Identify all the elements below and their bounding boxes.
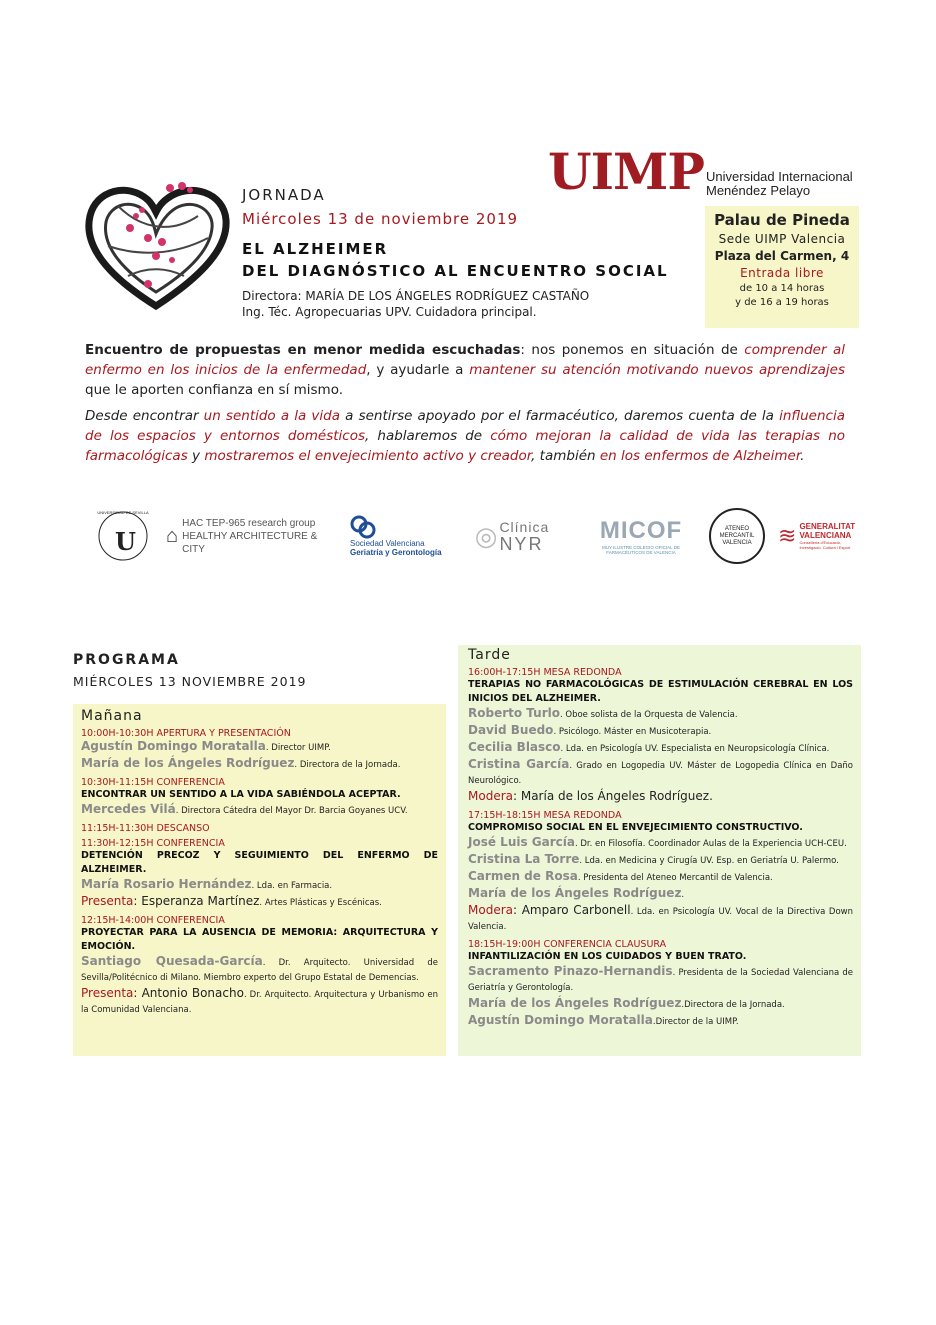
venue-box (705, 206, 859, 328)
speaker-line (81, 739, 438, 756)
intro-highlight: influencia de los espacios y entornos domésticos (85, 408, 845, 444)
speaker-name: Santiago Quesada-García (81, 954, 263, 968)
presenter-line (81, 986, 438, 1018)
sponsor-svgg (350, 510, 450, 562)
speaker-line (81, 802, 438, 819)
jornada-heart-logo (78, 176, 234, 316)
moderator-line (468, 903, 853, 935)
speaker-name: María de los Ángeles Rodríguez (81, 756, 295, 770)
speaker-role: . Presidenta de la Sociedad Valenciana de Geriatría y Gerontología. (468, 968, 853, 993)
gv-line2: VALENCIANA (799, 531, 852, 540)
speaker-line (468, 706, 853, 723)
slot-time: 10:30H-11:15H CONFERENCIA (81, 777, 225, 788)
speaker-role: . Dr. en Filosofía. Coordinador Aulas de la Experiencia UCH-CEU. (574, 839, 847, 849)
intro-highlight: mostraremos el envejecimiento activo y creador (204, 448, 532, 464)
venue-hours-afternoon: y de 16 a 19 horas (735, 297, 829, 308)
moderator-role: . Lda. en Psicología UV. Vocal de la Directiva Down Valencia. (468, 907, 853, 932)
venue-entry: Entrada libre (740, 266, 824, 280)
presenter-role: . Artes Plásticas y Escénicas. (259, 898, 382, 908)
speaker-role: .Directora de la Jornada. (681, 1000, 785, 1010)
session-title: TERAPIAS NO FARMACOLÓGICAS DE ESTIMULACIÓN CEREBRAL EN LOS INICIOS DEL ALZHEIMER. (468, 679, 853, 704)
afternoon-schedule (458, 645, 861, 1056)
speaker-role: . Lda. en Farmacia. (251, 881, 333, 891)
speaker-role: . Presidenta del Ateneo Mercantil de Valencia. (577, 873, 773, 883)
speaker-name: Agustín Domingo Moratalla (81, 739, 266, 753)
sevilla-seal-icon (95, 510, 151, 562)
morning-header: Mañana (81, 708, 143, 724)
slot-time: 12:15H-14:00H CONFERENCIA (81, 915, 225, 926)
slot-time: 17:15H-18:15H MESA REDONDA (468, 810, 622, 821)
nyr-line1: Clínica (499, 519, 550, 535)
intro-text-span: : nos ponemos en situación de (520, 342, 745, 358)
intro-highlight: mantener su atención motivando nuevos aprendizajes (469, 362, 845, 378)
moderator-label: Modera (468, 903, 513, 917)
programa-date: MIÉRCOLES 13 NOVIEMBRE 2019 (73, 674, 307, 689)
morning-schedule (73, 704, 446, 1056)
speaker-line (81, 954, 438, 986)
speaker-name: Roberto Turlo (468, 706, 560, 720)
intro-text-span: que le aporten confianza en sí mismo. (85, 382, 344, 398)
sponsor-generalitat (778, 510, 856, 562)
presenter-name: : Antonio Bonacho (133, 986, 244, 1000)
session-title: DETENCIÓN PRECOZ Y SEGUIMIENTO DEL ENFERMO DE ALZHEIMER. (81, 850, 438, 875)
moderator-name: : María de los Ángeles Rodríguez. (512, 789, 713, 803)
event-date: Miércoles 13 de noviembre 2019 (242, 210, 519, 228)
speaker-name: Cristina García (468, 757, 570, 771)
speaker-line (468, 852, 853, 869)
intro-highlight: comprender al enfermo en los inicios de la enfermedad (85, 342, 845, 378)
uimp-logo: UIMP (548, 142, 704, 201)
sevilla-text: UNIVERSIDAD DE SEVILLA (97, 510, 149, 515)
speaker-name: María Rosario Hernández (81, 877, 252, 891)
nyr-fingerprint-icon: ◎ (474, 520, 498, 551)
gv-line1: GENERALITAT (799, 522, 856, 531)
session-title: ENCONTRAR UN SENTIDO A LA VIDA SABIÉNDOLA ACEPTAR. (81, 789, 401, 800)
speaker-name: Cristina La Torre (468, 852, 580, 866)
speaker-line (81, 877, 438, 894)
speaker-name: María de los Ángeles Rodríguez (468, 886, 682, 900)
slot-time: 16:00H-17:15H MESA REDONDA (468, 667, 622, 678)
intro-highlight: en los enfermos de Alzheimer (599, 448, 801, 464)
speaker-role: . Oboe solista de la Orquesta de Valencia. (559, 710, 738, 720)
speaker-role: .Director de la UIMP. (652, 1017, 739, 1027)
svgg-line1: Sociedad Valenciana (350, 539, 425, 548)
speaker-name: David Buedo (468, 723, 554, 737)
session-title: INFANTILIZACIÓN EN LOS CUIDADOS Y BUEN TRATO. (468, 951, 747, 962)
slot-time: 18:15H-19:00H CONFERENCIA CLAUSURA (468, 939, 667, 950)
slot-time: 11:30H-12:15H CONFERENCIA (81, 838, 225, 849)
speaker-line (468, 964, 853, 996)
hac-line2: HEALTHY ARCHITECTURE & CITY (182, 530, 318, 555)
presenter-label: Presenta (81, 894, 134, 908)
presenter-line (81, 894, 438, 911)
event-title-line1: EL ALZHEIMER (242, 240, 389, 258)
generalitat-crest-icon: ≋ (778, 523, 797, 548)
micof-sub: MUY ILUSTRE COLEGIO OFICIAL DE FARMACÉUTICOS DE VALENCIA (601, 545, 681, 555)
slot-time: 10:00H-10:30H APERTURA Y PRESENTACIÓN (81, 728, 291, 739)
sponsor-micof (596, 510, 686, 562)
speaker-role: . Director UIMP. (265, 743, 331, 753)
svg-text:U: U (115, 527, 136, 556)
speaker-name: Mercedes Vilá (81, 802, 176, 816)
session-title: PROYECTAR PARA LA AUSENCIA DE MEMORIA: ARQUITECTURA Y EMOCIÓN. (81, 927, 438, 952)
intro-paragraph-1 (85, 340, 845, 400)
intro-text-span: , hablaremos de (364, 428, 491, 444)
speaker-line (468, 886, 853, 903)
presenter-label: Presenta (81, 986, 134, 1000)
moderator-label: Modera (468, 789, 513, 803)
speaker-name: José Luis García (468, 835, 575, 849)
director-name: Directora: MARÍA DE LOS ÁNGELES RODRÍGUEZ CASTAÑO (242, 289, 590, 303)
intro-bold: Encuentro de propuestas en menor medida escuchadas (85, 342, 521, 358)
hac-line1: HAC TEP-965 research group (182, 517, 316, 529)
intro-text (85, 340, 845, 472)
slot-time: 11:15H-11:30H DESCANSO (81, 823, 210, 834)
intro-text-span: Desde encontrar (85, 408, 204, 424)
speaker-role: . Directora Cátedra del Mayor Dr. Barcia Goyanes UCV. (175, 806, 408, 816)
uimp-name (706, 170, 853, 198)
nyr-line2: NYR (499, 534, 544, 554)
speaker-line (81, 756, 438, 773)
speaker-line (468, 740, 853, 757)
moderator-line (468, 789, 853, 806)
speaker-role: . Lda. en Psicología UV. Especialista en Neuropsicología Clínica. (560, 744, 830, 754)
intro-highlight: cómo mejoran la calidad de vida las terapias no farmacológicas (85, 428, 846, 464)
sponsor-clinica-nyr (464, 510, 560, 562)
speaker-role: . (681, 890, 685, 900)
svgg-logo-icon (350, 515, 376, 539)
speaker-name: Cecilia Blasco (468, 740, 561, 754)
gv-sub: Conselleria d'Educació, Investigació, Cultura i Esport (799, 540, 851, 550)
sponsor-universidad-sevilla (92, 510, 154, 562)
speaker-line (468, 869, 853, 886)
presenter-name: : Esperanza Martínez (133, 894, 260, 908)
speaker-name: María de los Ángeles Rodríguez (468, 996, 682, 1010)
presenter-role: . Dr. Arquitecto. Arquitectura y Urbanismo en la Comunidad Valenciana. (81, 990, 438, 1015)
intro-text-span: , también (531, 448, 600, 464)
event-title-line2: DEL DIAGNÓSTICO AL ENCUENTRO SOCIAL (242, 262, 669, 280)
speaker-role: . Psicólogo. Máster en Musicoterapia. (553, 727, 712, 737)
speaker-role: . Dr. Arquitecto. Universidad de Sevilla/Politécnico di Milano. Miembro experto del Grupo Estatal de Demencias. (81, 958, 438, 983)
micof-logo: MICOF (599, 517, 683, 544)
speaker-role: . Directora de la Jornada. (294, 760, 401, 770)
speaker-line (468, 757, 853, 789)
speaker-line (468, 996, 853, 1013)
event-label: JORNADA (242, 186, 326, 204)
intro-highlight: un sentido a la vida (203, 408, 341, 424)
speaker-line (468, 1013, 853, 1030)
svgg-line2: Geriatría y Gerontología (350, 548, 442, 557)
intro-text-span: a sentirse apoyado por el farmacéutico, daremos cuenta de la (340, 408, 780, 424)
intro-text-span: y (187, 448, 205, 464)
ateneo-seal: ATENEO MERCANTIL VALENCIA (709, 508, 765, 564)
sponsor-ateneo-mercantil (708, 510, 766, 562)
venue-hours-morning: de 10 a 14 horas (739, 283, 825, 294)
speaker-line (468, 835, 853, 852)
speaker-name: Carmen de Rosa (468, 869, 578, 883)
sponsor-hac (166, 510, 336, 562)
intro-text-span: , y ayudarle a (366, 362, 470, 378)
intro-text-span: . (800, 448, 805, 464)
speaker-role: . Grado en Logopedia UV. Máster de Logopedia Clínica en Daño Neurológico. (468, 761, 853, 786)
speaker-name: Agustín Domingo Moratalla (468, 1013, 653, 1027)
speaker-line (468, 723, 853, 740)
director-role: Ing. Téc. Agropecuarias UPV. Cuidadora principal. (242, 305, 537, 319)
intro-paragraph-2 (85, 406, 845, 466)
venue-sede: Sede UIMP Valencia (718, 232, 846, 246)
venue-address: Plaza del Carmen, 4 (714, 249, 850, 263)
venue-name: Palau de Pineda (714, 211, 850, 229)
session-title: COMPROMISO SOCIAL EN EL ENVEJECIMIENTO CONSTRUCTIVO. (468, 822, 803, 833)
speaker-name: Sacramento Pinazo-Hernandis (468, 964, 673, 978)
uimp-name-line1: Universidad Internacional (706, 169, 853, 184)
uimp-name-line2: Menéndez Pelayo (706, 183, 811, 198)
programa-title: PROGRAMA (73, 652, 180, 668)
afternoon-header: Tarde (468, 647, 511, 663)
moderator-name: : Amparo Carbonell (512, 903, 631, 917)
speaker-role: . Lda. en Medicina y Cirugía UV. Esp. en Geriatría U. Palermo. (579, 856, 839, 866)
hac-building-icon: ⌂ (166, 524, 179, 547)
